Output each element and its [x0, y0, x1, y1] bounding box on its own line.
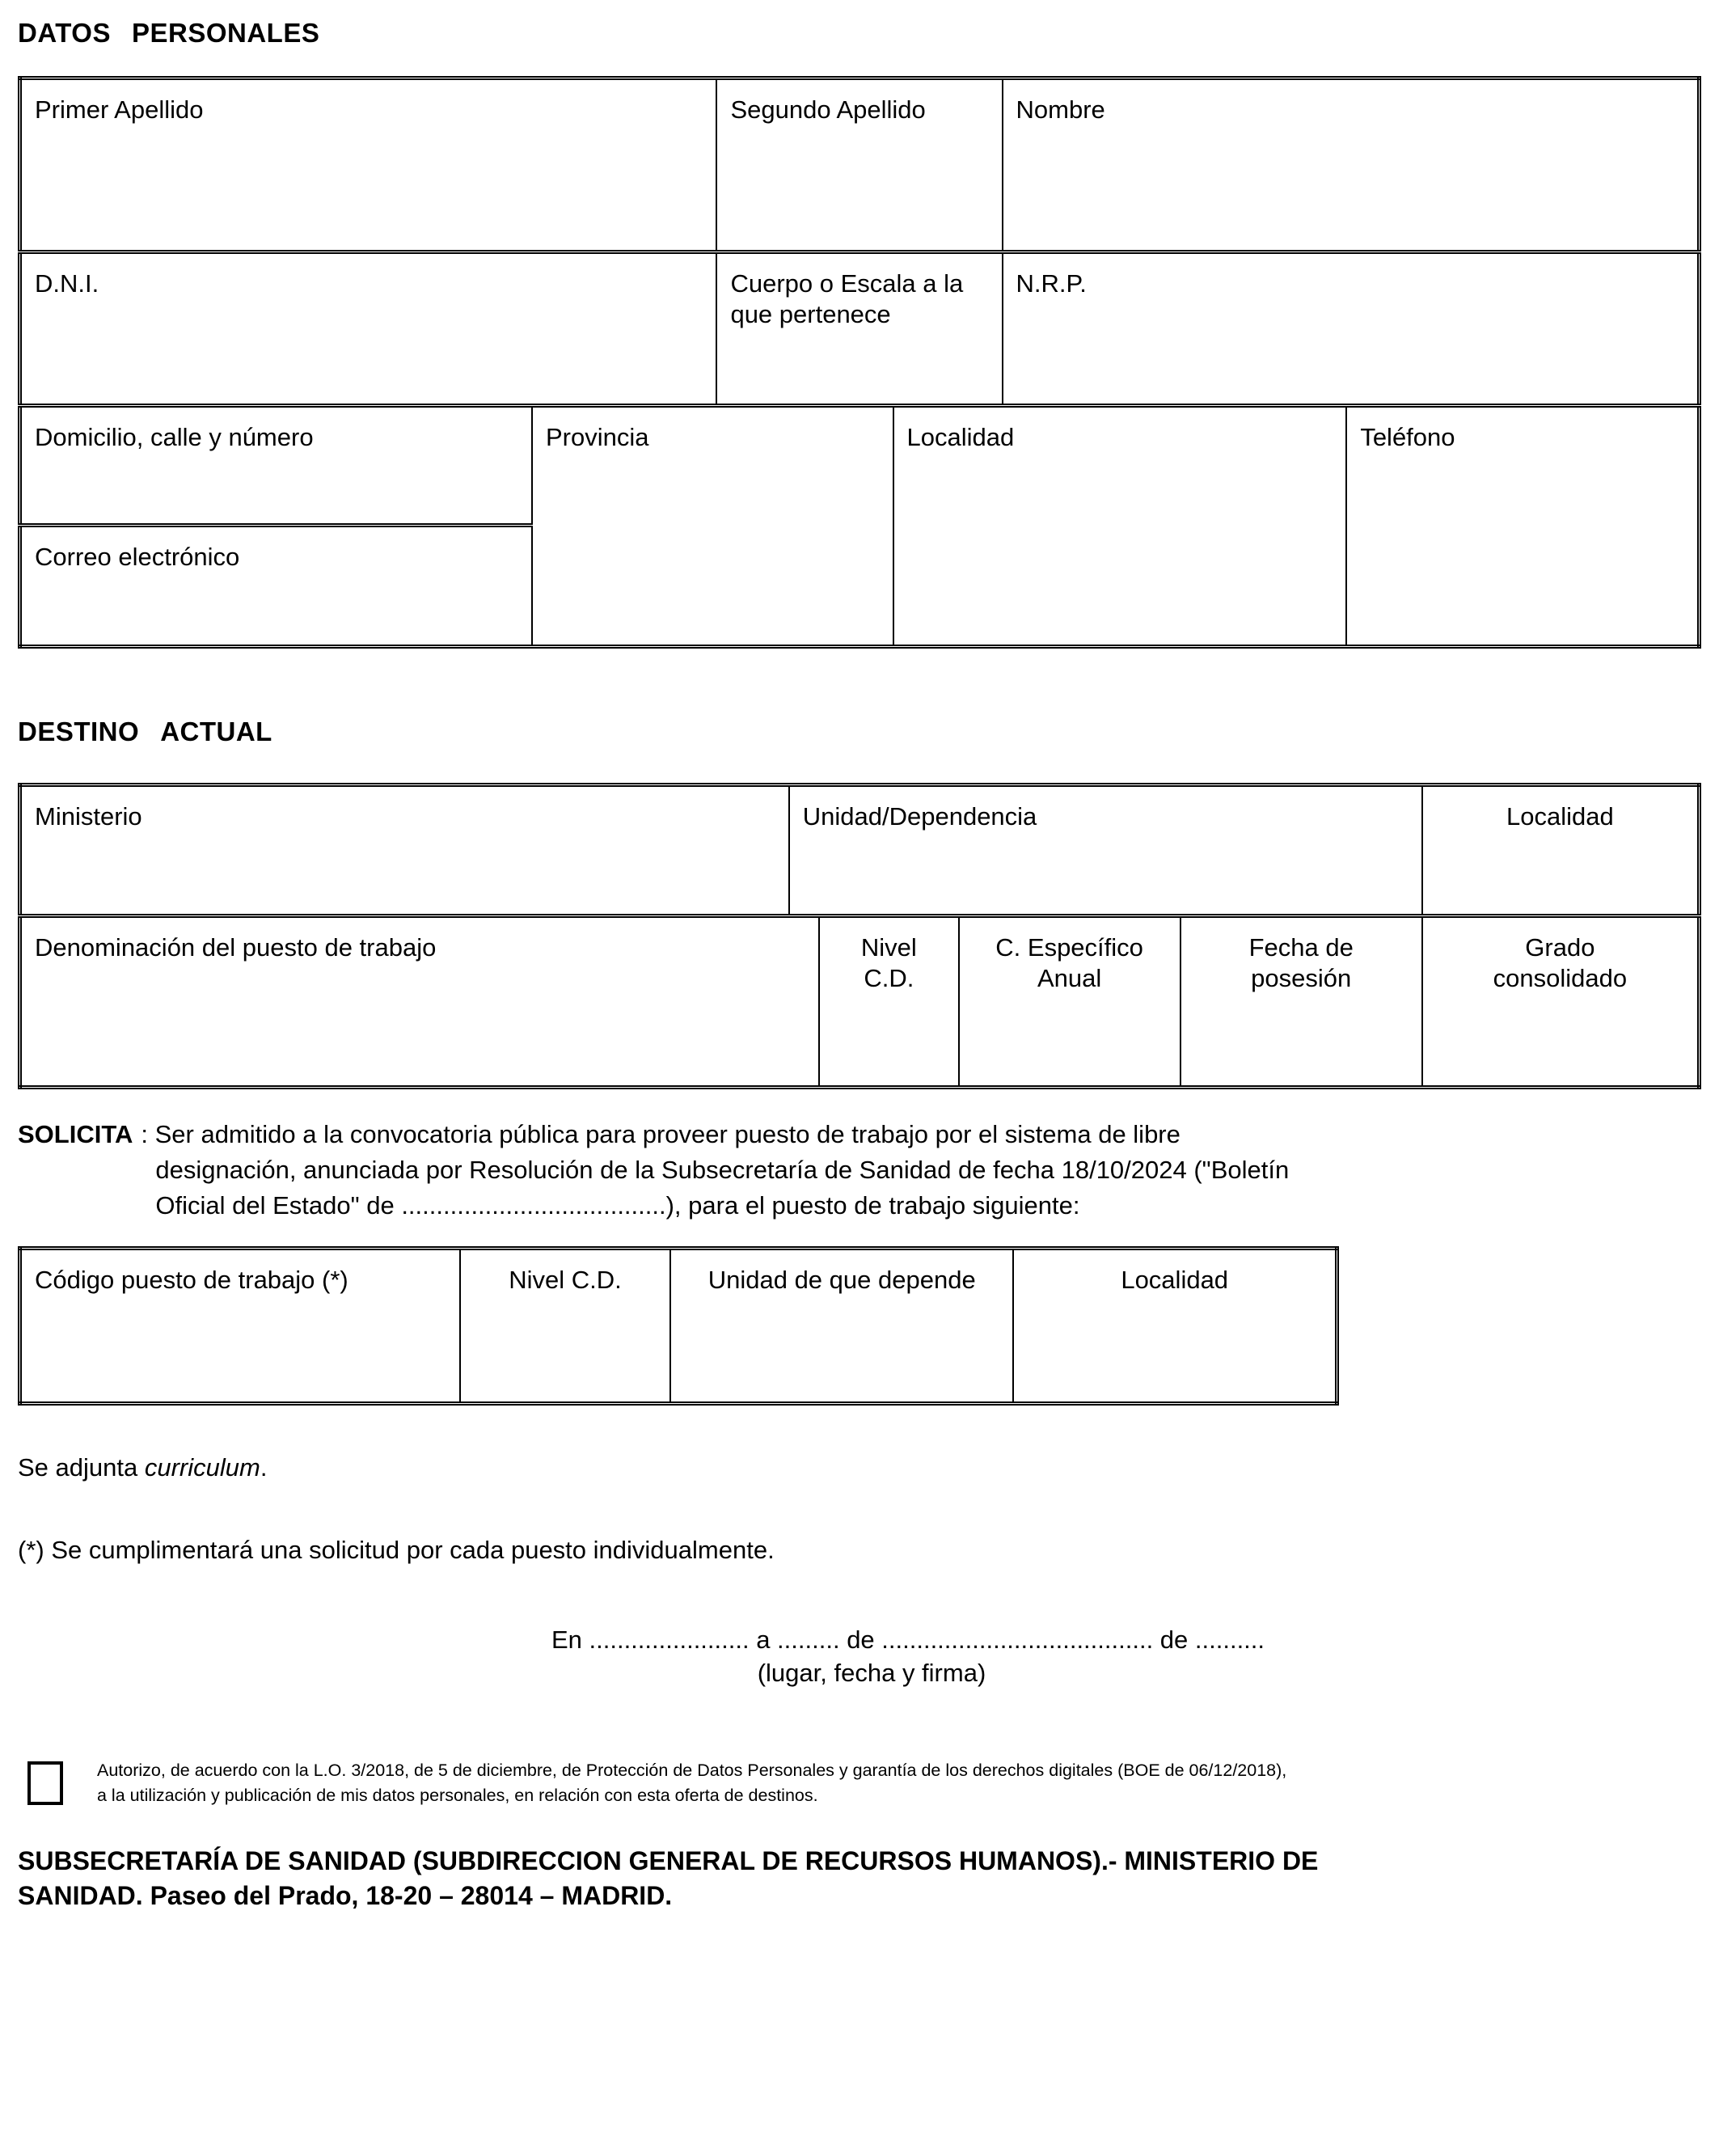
- solicita-label: SOLICITA: [18, 1120, 133, 1148]
- personal-data-table: [18, 76, 1701, 649]
- authorization-line2: a la utilización y publicación de mis datos personales, en relación con esta oferta de destinos.: [97, 1785, 818, 1805]
- field-nombre[interactable]: Nombre: [1003, 78, 1700, 252]
- authorization-row: [18, 1758, 1701, 1808]
- field-ministerio[interactable]: Ministerio: [20, 785, 789, 916]
- field-fecha-posesion[interactable]: [1180, 916, 1422, 1088]
- puesto-solicitado-table: [18, 1246, 1339, 1406]
- table-row-names: [20, 78, 1700, 252]
- heading-actual: ACTUAL: [160, 717, 272, 746]
- field-cuerpo-escala[interactable]: Cuerpo o Escala a la que pertenece: [716, 252, 1002, 406]
- curriculum-word: curriculum: [144, 1453, 260, 1482]
- asterisk-note: (*) Se cumplimentará una solicitud por cada puesto individualmente.: [18, 1535, 775, 1564]
- authorization-text: [63, 1758, 1701, 1808]
- table-row-puesto: [20, 1249, 1337, 1404]
- solicita-text: [133, 1117, 1701, 1224]
- solicita-line3: Oficial del Estado" de ......................................), para el puesto de trabajo siguiente:: [155, 1191, 1080, 1220]
- field-unidad-depende[interactable]: Unidad de que depende: [670, 1249, 1013, 1404]
- authorization-line1: Autorizo, de acuerdo con la L.O. 3/2018, de 5 de diciembre, de Protección de Datos Personales y garantía de los derechos digitales (BOE de 06/12/2018),: [97, 1760, 1287, 1780]
- curriculum-note: [18, 1451, 1701, 1485]
- solicita-line2: designación, anunciada por Resolución de la Subsecretaría de Sanidad de fecha 18/10/2024 ("Boletín: [155, 1156, 1290, 1185]
- destino-actual-table: [18, 783, 1701, 1089]
- nivel-cd-line1: Nivel: [860, 933, 917, 962]
- field-segundo-apellido[interactable]: Segundo Apellido: [716, 78, 1002, 252]
- fecha-line2: posesión: [1251, 963, 1352, 992]
- table-row-ministerio: [20, 785, 1700, 916]
- section-heading-destino-actual: [18, 717, 1701, 747]
- heading-destino: DESTINO: [18, 717, 140, 746]
- solicita-line1: : Ser admitido a la convocatoria pública para proveer puesto de trabajo por el sistema de libre: [141, 1120, 1180, 1148]
- grado-line1: Grado: [1525, 933, 1595, 962]
- curriculum-pre: Se adjunta: [18, 1453, 145, 1482]
- curriculum-post: .: [260, 1453, 268, 1482]
- fecha-line1: Fecha de: [1248, 933, 1354, 962]
- signature-caption: (lugar, fecha y firma): [757, 1658, 986, 1687]
- field-provincia[interactable]: Provincia: [532, 406, 893, 647]
- heading-datos: DATOS: [18, 18, 111, 48]
- signature-line: En ....................... a ......... de ....................................... de ..........: [551, 1625, 1265, 1654]
- especifico-line1: C. Específico: [995, 933, 1143, 962]
- field-telefono[interactable]: Teléfono: [1346, 406, 1699, 647]
- field-unidad-dependencia[interactable]: Unidad/Dependencia: [789, 785, 1422, 916]
- field-codigo-puesto[interactable]: Código puesto de trabajo (*): [20, 1249, 460, 1404]
- field-puesto-localidad[interactable]: Localidad: [1013, 1249, 1337, 1404]
- section-heading-datos-personales: [18, 18, 1701, 49]
- field-nrp[interactable]: N.R.P.: [1003, 252, 1700, 406]
- grado-line2: consolidado: [1493, 963, 1628, 992]
- authorization-checkbox[interactable]: [27, 1761, 63, 1805]
- field-dni[interactable]: D.N.I.: [20, 252, 717, 406]
- table-row-denominacion: [20, 916, 1700, 1088]
- solicita-block: [18, 1117, 1701, 1224]
- field-correo-electronico[interactable]: Correo electrónico: [20, 526, 532, 647]
- field-destino-localidad[interactable]: Localidad: [1422, 785, 1700, 916]
- field-denominacion-puesto[interactable]: Denominación del puesto de trabajo: [20, 916, 820, 1088]
- field-primer-apellido[interactable]: Primer Apellido: [20, 78, 717, 252]
- field-domicilio[interactable]: Domicilio, calle y número: [20, 406, 532, 526]
- heading-personales: PERSONALES: [131, 18, 320, 48]
- footer-line1: SUBSECRETARÍA DE SANIDAD (SUBDIRECCION GENERAL DE RECURSOS HUMANOS).- MINISTERIO DE: [18, 1845, 1319, 1875]
- signature-block: [18, 1624, 1701, 1690]
- field-complemento-especifico[interactable]: [959, 916, 1180, 1088]
- table-row-domicilio: [20, 406, 1700, 526]
- field-grado-consolidado[interactable]: [1422, 916, 1700, 1088]
- field-nivel-cd[interactable]: [819, 916, 958, 1088]
- field-puesto-nivel-cd[interactable]: Nivel C.D.: [460, 1249, 671, 1404]
- field-localidad[interactable]: Localidad: [893, 406, 1347, 647]
- nivel-cd-line2: C.D.: [864, 963, 914, 992]
- table-row-dni: [20, 252, 1700, 406]
- footer-address: [18, 1844, 1701, 1913]
- especifico-line2: Anual: [1037, 963, 1102, 992]
- footer-line2: SANIDAD. Paseo del Prado, 18-20 – 28014 – MADRID.: [18, 1881, 673, 1911]
